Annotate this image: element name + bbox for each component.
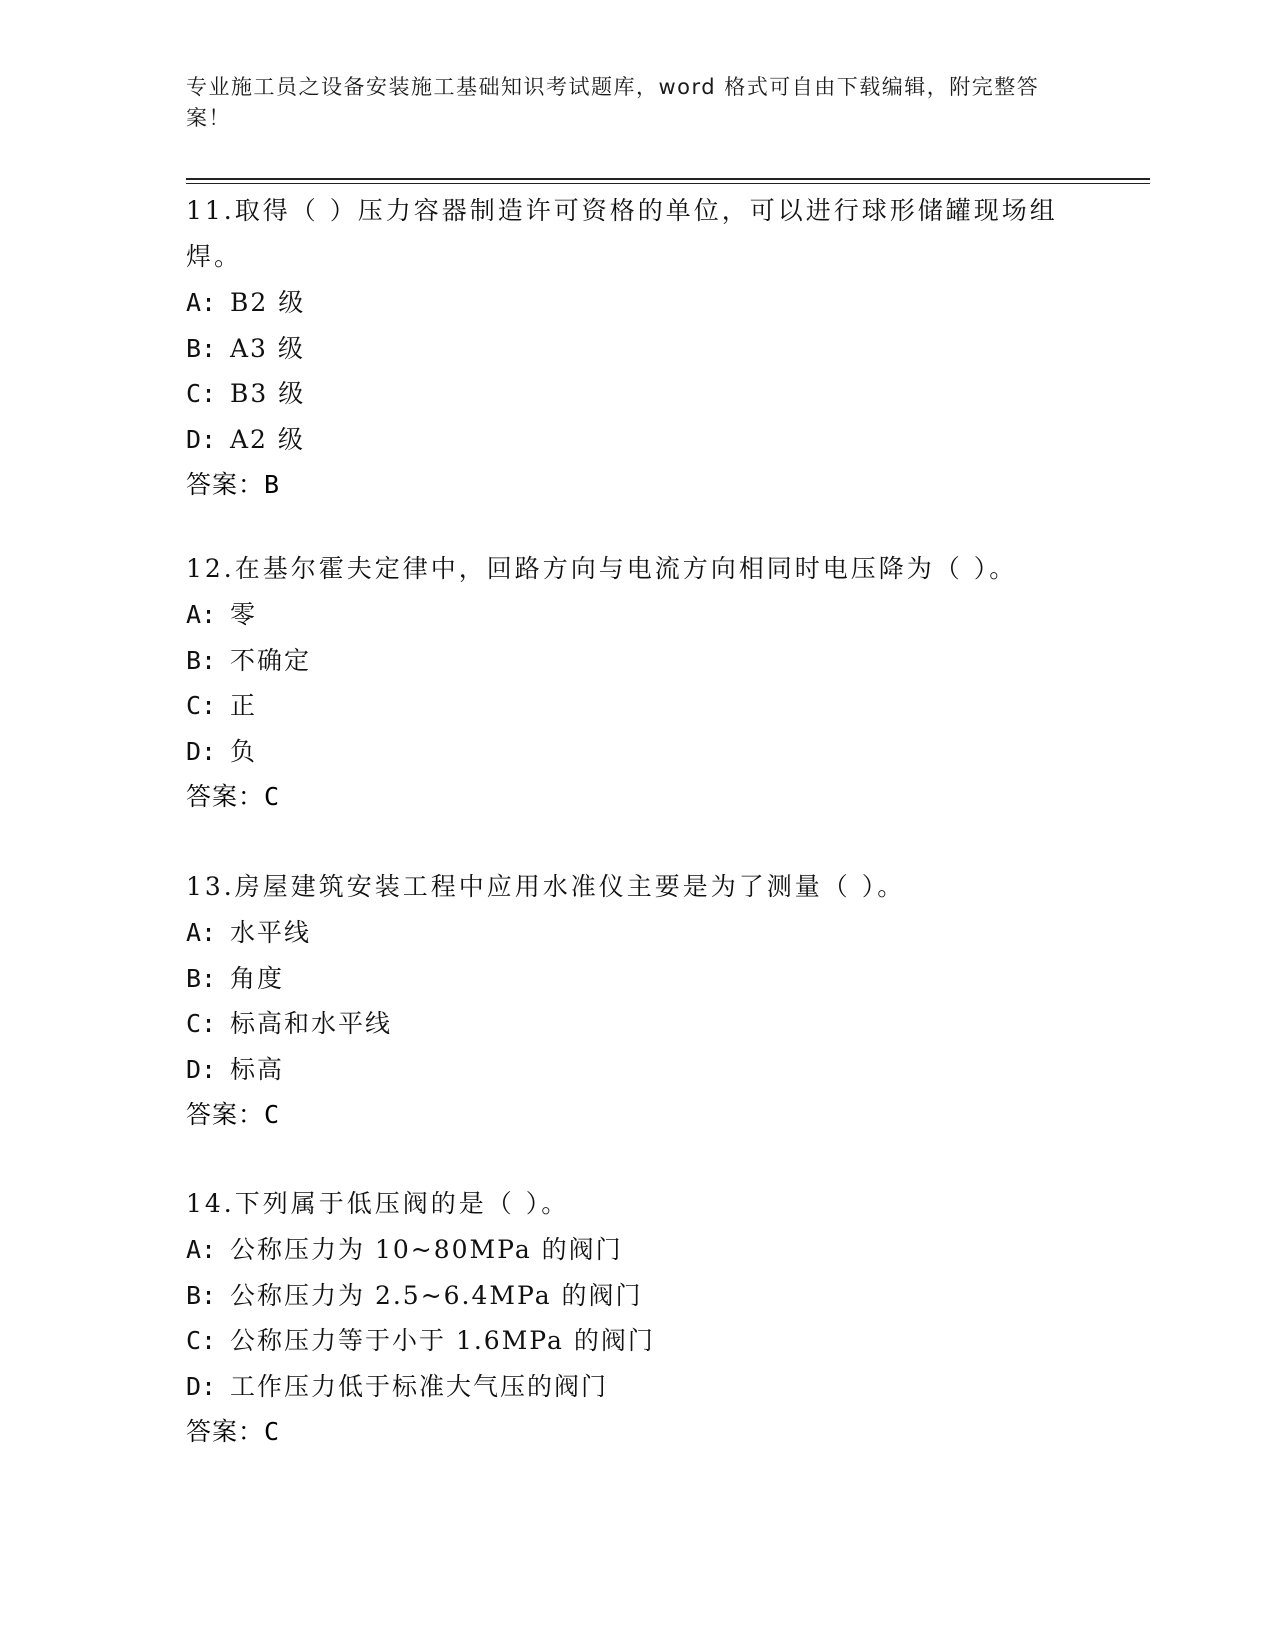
answer-line — [186, 774, 1086, 819]
option-text: A3 级 — [230, 333, 305, 363]
question-11 — [186, 188, 1086, 507]
option-key: B: — [186, 1280, 217, 1310]
option-c — [186, 1001, 1086, 1047]
option-key: D: — [186, 1054, 217, 1084]
option-a — [186, 280, 1086, 326]
question-title: 14.下列属于低压阀的是（ ）。 — [186, 1189, 570, 1218]
option-key: D: — [186, 1371, 217, 1401]
option-a — [186, 910, 1086, 956]
document-header: 专业施工员之设备安装施工基础知识考试题库，word 格式可自由下载编辑，附完整答案！ — [186, 75, 1040, 130]
question-13 — [186, 864, 1086, 1137]
answer-value: C — [264, 782, 281, 811]
answer-label: 答案： — [186, 1100, 265, 1129]
option-d — [186, 1047, 1086, 1093]
option-text: 不确定 — [230, 645, 312, 675]
answer-label: 答案： — [186, 470, 265, 499]
option-b — [186, 638, 1086, 684]
option-a — [186, 1227, 1086, 1273]
question-12 — [186, 546, 1086, 819]
option-text: 角度 — [230, 963, 285, 993]
option-a — [186, 592, 1086, 638]
option-key: A: — [186, 1235, 217, 1264]
option-b — [186, 1273, 1086, 1319]
option-text: B3 级 — [230, 379, 306, 408]
option-text: 标高 — [230, 1054, 285, 1084]
option-key: C: — [186, 1009, 217, 1038]
answer-value: B — [264, 470, 281, 499]
option-text: 正 — [230, 691, 258, 720]
option-key: A: — [186, 600, 217, 629]
option-text: 公称压力为 10~80MPa 的阀门 — [230, 1235, 623, 1264]
option-text: 公称压力为 2.5~6.4MPa 的阀门 — [230, 1280, 643, 1310]
option-key: C: — [186, 1326, 217, 1355]
option-d — [186, 1364, 1086, 1410]
option-b — [186, 326, 1086, 372]
answer-label: 答案： — [186, 1417, 265, 1446]
option-text: B2 级 — [230, 288, 306, 317]
header-divider — [186, 178, 1150, 180]
option-key: D: — [186, 736, 217, 766]
option-text: 公称压力等于小于 1.6MPa 的阀门 — [230, 1326, 655, 1355]
question-title: 11.取得（ ）压力容器制造许可资格的单位，可以进行球形储罐现场组焊。 — [186, 196, 1058, 271]
option-d — [186, 417, 1086, 463]
option-b — [186, 956, 1086, 1002]
question-title: 13.房屋建筑安装工程中应用水准仪主要是为了测量（ ）。 — [186, 872, 906, 901]
option-key: A: — [186, 288, 217, 317]
header-divider-thin — [186, 183, 1150, 184]
option-key: C: — [186, 691, 217, 720]
option-text: 水平线 — [230, 918, 312, 947]
option-text: 工作压力低于标准大气压的阀门 — [230, 1371, 609, 1401]
option-key: B: — [186, 645, 217, 675]
option-key: A: — [186, 918, 217, 947]
option-c — [186, 683, 1086, 729]
option-key: B: — [186, 963, 217, 993]
option-key: B: — [186, 333, 217, 363]
option-c — [186, 1318, 1086, 1364]
question-14 — [186, 1181, 1086, 1454]
option-text: 标高和水平线 — [230, 1009, 393, 1038]
answer-line — [186, 1092, 1086, 1137]
answer-line — [186, 1409, 1086, 1454]
option-c — [186, 371, 1086, 417]
option-text: A2 级 — [230, 424, 305, 454]
option-key: D: — [186, 424, 217, 454]
option-d — [186, 729, 1086, 775]
option-text: 负 — [230, 736, 258, 766]
question-title: 12.在基尔霍夫定律中，回路方向与电流方向相同时电压降为（ ）。 — [186, 554, 1018, 583]
option-key: C: — [186, 379, 217, 408]
answer-line — [186, 462, 1086, 507]
answer-value: C — [264, 1100, 281, 1129]
answer-label: 答案： — [186, 782, 265, 811]
option-text: 零 — [230, 600, 258, 629]
answer-value: C — [264, 1417, 281, 1446]
